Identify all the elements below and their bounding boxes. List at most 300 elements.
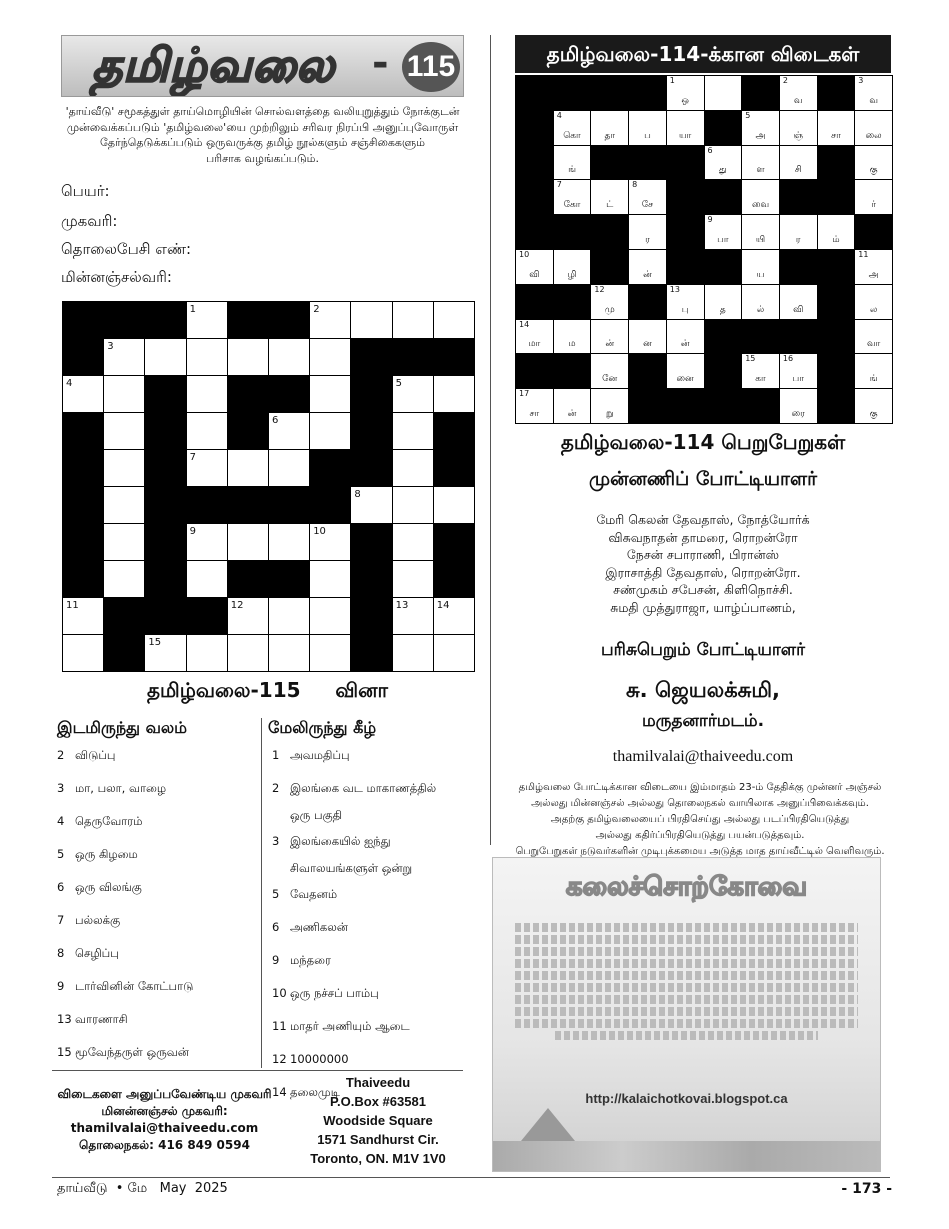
clue-item: [57, 880, 257, 913]
clue-item: [272, 953, 472, 986]
grid-block: [591, 146, 628, 180]
grid-block: [554, 285, 591, 319]
grid-cell[interactable]: [187, 376, 227, 412]
postal-line: Toronto, ON. M1V 1V0: [310, 1151, 446, 1166]
clue-number: 7: [57, 913, 65, 927]
cell-number: 5: [395, 378, 402, 389]
grid-block: [705, 180, 742, 214]
clue-item: [57, 814, 257, 847]
grid-cell: [855, 76, 892, 110]
grid-cell[interactable]: [434, 598, 474, 634]
cell-number: 8: [354, 489, 361, 500]
participant-name: இராசாத்தி தேவதாஸ், ரொறன்ரோ.: [605, 564, 801, 580]
grid-cell: [855, 146, 892, 180]
clue-number: 1: [272, 748, 280, 762]
column-divider: [261, 718, 262, 1068]
grid-cell[interactable]: [434, 376, 474, 412]
grid-block: [780, 180, 817, 214]
participant-name: சண்முகம் சபேசன், கிளிநொச்சி.: [613, 582, 793, 597]
cell-number: 14: [519, 319, 530, 329]
cell-letter: ஒ: [681, 95, 689, 106]
cell-number: 5: [745, 110, 751, 120]
grid-block: [351, 561, 391, 597]
clue-text: இலங்கையில் ஐந்து: [290, 834, 391, 848]
grid-block: [63, 450, 103, 486]
grid-cell: [818, 111, 855, 145]
clue-number: 5: [57, 847, 65, 861]
grid-cell[interactable]: [393, 413, 433, 449]
grid-block: [629, 76, 666, 110]
grid-cell: [667, 76, 704, 110]
cell-letter: ங்: [869, 374, 878, 385]
grid-cell[interactable]: [187, 339, 227, 375]
grid-block: [351, 376, 391, 412]
cell-letter: ட்: [606, 200, 614, 211]
cell-letter: மு: [604, 304, 615, 315]
ad-url-link[interactable]: http://kalaichotkovai.blogspot.ca: [585, 1091, 788, 1106]
cell-letter: பு: [681, 304, 689, 315]
cell-number: 8: [632, 180, 638, 190]
grid-block: [145, 487, 185, 523]
across-heading: இடமிருந்து வலம்: [57, 718, 188, 737]
grid-cell: [855, 354, 892, 388]
grid-cell: [629, 250, 666, 284]
clue-item: [272, 887, 472, 920]
grid-block: [351, 413, 391, 449]
note-line: பெறுபேறுகள் நடுவர்களின் முடிபுக்கமைய அடுத்த மாத தாய்வீட்டில் வெளிவரும்.: [515, 846, 885, 857]
clue-item: [57, 781, 257, 814]
grid-cell[interactable]: [310, 635, 350, 671]
cell-letter: கோ: [563, 200, 581, 211]
grid-cell[interactable]: [63, 635, 103, 671]
grid-block: [818, 180, 855, 214]
clue-text: அவமதிப்பு: [290, 748, 350, 762]
grid-cell: [554, 180, 591, 214]
send-line: மினன்னஞ்சல் முகவரி:: [101, 1104, 228, 1118]
clue-number: 15: [57, 1045, 72, 1059]
grid-block: [705, 320, 742, 354]
cell-number: 6: [707, 145, 713, 155]
intro-line: முன்வைக்கப்படும் 'தமிழ்வலை'யை முற்றிலும் சரிவர நிரப்பி அனுப்புவோருள்: [66, 120, 459, 134]
divider: [52, 1070, 463, 1071]
grid-cell: [742, 285, 779, 319]
clue-item: [272, 808, 472, 835]
grid-cell[interactable]: [393, 376, 433, 412]
clue-text: டார்வினின் கோட்பாடு: [75, 979, 194, 993]
grid-block: [516, 354, 553, 388]
grid-cell: [742, 146, 779, 180]
grid-cell: [591, 320, 628, 354]
grid-cell[interactable]: [187, 635, 227, 671]
cell-number: 11: [66, 600, 79, 611]
grid-cell[interactable]: [434, 302, 474, 338]
crossword-grid-115[interactable]: [62, 301, 475, 672]
grid-block: [63, 413, 103, 449]
grid-block: [434, 413, 474, 449]
grid-cell: [667, 320, 704, 354]
clue-number: 9: [272, 953, 280, 967]
grid-block: [667, 389, 704, 423]
cell-number: 1: [189, 304, 196, 315]
crossword-grid-114-answers: [515, 75, 893, 424]
grid-block: [393, 339, 433, 375]
cell-letter: கா: [755, 374, 766, 385]
ruins-image: [493, 1141, 880, 1171]
grid-cell: [629, 180, 666, 214]
grid-block: [818, 285, 855, 319]
grid-block: [742, 389, 779, 423]
grid-cell: [780, 146, 817, 180]
participant-name: மேரி கெலன் தேவதாஸ், நோத்யோர்க்: [596, 512, 810, 527]
clue-number: 10: [272, 986, 287, 1000]
cell-letter: கு: [869, 408, 878, 419]
grid-block: [228, 302, 268, 338]
leading-participants-heading: முன்னணிப் போட்டியாளர்: [588, 468, 818, 490]
clue-text: ஒரு பகுதி: [290, 807, 343, 822]
grid-cell[interactable]: [269, 598, 309, 634]
cell-number: 12: [230, 600, 244, 611]
grid-cell[interactable]: [228, 450, 268, 486]
grid-block: [228, 561, 268, 597]
clue-item: [57, 847, 257, 880]
grid-block: [629, 389, 666, 423]
clue-item: [57, 913, 257, 946]
postal-line: Woodside Square: [323, 1113, 433, 1128]
grid-cell[interactable]: [104, 524, 144, 560]
grid-cell: [667, 285, 704, 319]
grid-block: [742, 320, 779, 354]
grid-block: [516, 111, 553, 145]
grid-cell[interactable]: [104, 413, 144, 449]
cell-number: 15: [148, 637, 162, 648]
note-line: அல்லது கதிர்ப்பிரதியெடுத்து பயன்படுத்தவும்.: [595, 830, 805, 841]
clue-number: 5: [272, 887, 280, 901]
cell-number: 16: [782, 354, 794, 364]
grid-block: [351, 339, 391, 375]
grid-cell: [705, 76, 742, 110]
grid-cell[interactable]: [310, 598, 350, 634]
grid-cell[interactable]: [269, 450, 309, 486]
grid-block: [855, 215, 892, 249]
clue-text: மாதர் அணியும் ஆடை: [290, 1019, 410, 1033]
cell-letter: யி: [755, 234, 766, 245]
send-fax: தொலைநகல்: 416 849 0594: [79, 1138, 250, 1152]
grid-block: [818, 76, 855, 110]
cell-letter: வ: [869, 95, 878, 106]
prize-winner-place: மருதனார்மடம்.: [641, 711, 765, 731]
cell-number: 4: [66, 378, 73, 389]
cell-number: 13: [395, 600, 409, 611]
clue-text: வாரணாசி: [75, 1012, 128, 1026]
grid-cell: [591, 354, 628, 388]
grid-cell[interactable]: [269, 339, 309, 375]
grid-cell: [516, 389, 553, 423]
clue-text: 10000000: [290, 1052, 349, 1066]
participant-name: நேசன் சபாராணி, பிரான்ஸ்: [626, 547, 780, 562]
clue-item: [57, 979, 257, 1012]
grid-block: [351, 524, 391, 560]
grid-block: [554, 354, 591, 388]
grid-block: [434, 524, 474, 560]
grid-block: [667, 215, 704, 249]
grid-cell[interactable]: [104, 376, 144, 412]
grid-cell[interactable]: [187, 561, 227, 597]
grid-cell[interactable]: [393, 635, 433, 671]
grid-cell: [629, 215, 666, 249]
cell-letter: ழி: [567, 269, 577, 280]
grid-cell[interactable]: [228, 635, 268, 671]
grid-cell[interactable]: [269, 413, 309, 449]
grid-cell[interactable]: [187, 302, 227, 338]
grid-block: [434, 450, 474, 486]
grid-block: [228, 487, 268, 523]
clue-text: இலங்கை வட மாகாணத்தில்: [290, 781, 437, 795]
grid-block: [351, 598, 391, 634]
grid-cell: [705, 146, 742, 180]
grid-cell[interactable]: [393, 487, 433, 523]
grid-cell[interactable]: [63, 376, 103, 412]
cell-letter: ர: [645, 234, 650, 245]
grid-block: [667, 146, 704, 180]
grid-cell: [591, 111, 628, 145]
grid-block: [145, 450, 185, 486]
cell-letter: து: [718, 165, 727, 176]
grid-block: [104, 302, 144, 338]
grid-cell: [780, 354, 817, 388]
grid-cell: [554, 389, 591, 423]
grid-cell: [591, 180, 628, 214]
grid-block: [818, 389, 855, 423]
grid-block: [269, 376, 309, 412]
ad-body-text: [515, 920, 858, 1043]
grid-cell[interactable]: [310, 376, 350, 412]
grid-cell: [554, 146, 591, 180]
grid-cell[interactable]: [310, 302, 350, 338]
grid-cell[interactable]: [393, 524, 433, 560]
cell-number: 9: [189, 526, 196, 537]
grid-block: [187, 598, 227, 634]
cell-number: 2: [782, 76, 788, 85]
cell-letter: பா: [792, 374, 804, 385]
cell-number: 2: [313, 304, 320, 315]
cell-letter: ல்: [756, 304, 765, 315]
grid-cell[interactable]: [434, 487, 474, 523]
down-clue-list: [272, 748, 472, 1118]
grid-cell[interactable]: [393, 561, 433, 597]
grid-cell[interactable]: [104, 339, 144, 375]
grid-cell: [780, 215, 817, 249]
grid-cell: [629, 111, 666, 145]
clue-text: வேதனம்: [290, 887, 338, 901]
grid-cell[interactable]: [269, 635, 309, 671]
ad-title: கலைச்சொற்கோவை: [565, 872, 808, 902]
clue-text: சிவாலயங்களுள் ஒன்று: [290, 860, 413, 875]
grid-block: [554, 215, 591, 249]
grid-block: [591, 76, 628, 110]
cell-letter: கொ: [563, 130, 581, 141]
cell-number: 14: [436, 600, 450, 611]
cell-number: 7: [556, 180, 562, 190]
name-label: பெயர்:: [61, 182, 110, 200]
clue-text: ஒரு விலங்கு: [75, 880, 142, 894]
cell-letter: வ: [793, 95, 803, 106]
grid-block: [818, 320, 855, 354]
cell-letter: ய: [756, 269, 765, 280]
grid-block: [629, 354, 666, 388]
cell-letter: ன்: [680, 339, 690, 350]
cell-letter: ரை: [791, 408, 805, 419]
grid-cell: [855, 250, 892, 284]
postal-address: [298, 1073, 458, 1168]
grid-cell: [591, 285, 628, 319]
grid-cell[interactable]: [310, 413, 350, 449]
cell-letter: ன்: [643, 269, 652, 280]
contest-email-link[interactable]: thamilvalai@thaiveedu.com: [612, 748, 794, 765]
clue-text: தலைமுடி: [290, 1085, 340, 1099]
banner-dash: -: [372, 40, 389, 86]
puzzle-115-title: தமிழ்வலை-115 வினா: [147, 678, 388, 702]
cell-letter: தா: [604, 130, 616, 141]
banner-number: 115: [402, 42, 460, 92]
grid-cell: [554, 320, 591, 354]
grid-cell[interactable]: [351, 487, 391, 523]
grid-cell: [855, 111, 892, 145]
cell-number: 9: [707, 215, 713, 225]
intro-line: தேர்ந்தெடுக்கப்படும் ஒருவருக்கு தமிழ் நூல்களும் சஞ்சிகைகளும்: [100, 136, 425, 149]
grid-cell[interactable]: [434, 635, 474, 671]
grid-block: [667, 180, 704, 214]
grid-block: [818, 354, 855, 388]
grid-cell: [818, 215, 855, 249]
participant-name: சுமதி முத்துராஜா, யாழ்ப்பாணம்,: [610, 599, 796, 615]
advertisement-kalaichotkovai[interactable]: [492, 857, 881, 1172]
grid-block: [310, 450, 350, 486]
grid-cell[interactable]: [393, 450, 433, 486]
grid-cell[interactable]: [104, 561, 144, 597]
grid-block: [310, 487, 350, 523]
contest-notes: [500, 780, 900, 860]
grid-block: [818, 250, 855, 284]
cell-letter: னை: [676, 374, 694, 385]
clue-text: அணிகலன்: [290, 920, 348, 934]
cell-letter: அ: [755, 130, 766, 141]
grid-cell[interactable]: [310, 339, 350, 375]
grid-cell[interactable]: [393, 598, 433, 634]
grid-cell: [554, 250, 591, 284]
clue-item: [57, 748, 257, 781]
grid-cell[interactable]: [228, 598, 268, 634]
cell-letter: பா: [717, 234, 729, 245]
cell-number: 4: [556, 110, 562, 120]
grid-cell: [855, 320, 892, 354]
cell-letter: வா: [866, 339, 881, 350]
grid-block: [63, 339, 103, 375]
grid-cell[interactable]: [228, 524, 268, 560]
participant-name: விசுவநாதன் தாமரை, ரொறன்ரோ: [608, 529, 798, 545]
cell-number: 7: [189, 452, 196, 463]
grid-cell[interactable]: [310, 524, 350, 560]
send-line: விடைகளை அனுப்பவேண்டிய முகவரி: [57, 1087, 272, 1101]
grid-cell[interactable]: [145, 339, 185, 375]
grid-block: [228, 413, 268, 449]
grid-block: [63, 561, 103, 597]
grid-cell: [855, 180, 892, 214]
clue-number: 4: [57, 814, 65, 828]
send-address-block: [57, 1086, 272, 1154]
prize-winner-name: சு. ஜெயலக்சுமி,: [625, 678, 781, 702]
grid-cell[interactable]: [393, 302, 433, 338]
grid-cell[interactable]: [104, 487, 144, 523]
grid-block: [516, 285, 553, 319]
grid-cell: [780, 285, 817, 319]
down-heading: மேலிருந்து கீழ்: [268, 718, 377, 737]
cell-letter: ள: [756, 165, 765, 176]
grid-block: [516, 180, 553, 214]
cell-letter: ல: [869, 304, 878, 315]
grid-cell: [742, 111, 779, 145]
cell-letter: று: [605, 408, 614, 419]
cell-letter: ன்: [605, 339, 615, 350]
clue-text: செழிப்பு: [75, 946, 119, 960]
grid-block: [705, 354, 742, 388]
grid-cell[interactable]: [310, 561, 350, 597]
cell-number: 15: [745, 354, 756, 364]
grid-block: [780, 320, 817, 354]
answers-114-title: தமிழ்வலை-114-க்கான விடைகள்: [515, 35, 891, 73]
clue-text: மூவேந்தருள் ஒருவன்: [75, 1045, 189, 1059]
cell-letter: ங்: [568, 165, 576, 176]
cell-letter: வி: [793, 304, 804, 315]
grid-block: [145, 302, 185, 338]
grid-cell[interactable]: [187, 450, 227, 486]
cell-number: 6: [272, 415, 279, 426]
grid-cell[interactable]: [351, 302, 391, 338]
grid-cell: [742, 180, 779, 214]
grid-cell: [705, 285, 742, 319]
intro-line: 'தாய்வீடு' சமூகத்துள் தாய்மொழியின் சொல்வளத்தை வலியுறுத்தும் நோக்குடன்: [65, 105, 460, 118]
note-line: அதற்கு தமிழ்வலையைப் பிரதிசெய்து அல்லது படப்பிரதியெடுத்து: [550, 814, 850, 825]
clue-item: [57, 946, 257, 979]
grid-cell[interactable]: [187, 413, 227, 449]
grid-cell[interactable]: [187, 524, 227, 560]
intro-text: [61, 104, 464, 166]
grid-cell: [667, 111, 704, 145]
cell-letter: வி: [529, 269, 540, 280]
grid-block: [434, 561, 474, 597]
grid-cell: [554, 111, 591, 145]
grid-cell[interactable]: [269, 524, 309, 560]
cell-letter: த: [719, 304, 726, 315]
grid-cell[interactable]: [145, 635, 185, 671]
cell-number: 3: [107, 341, 114, 352]
grid-cell: [742, 250, 779, 284]
clue-number: 13: [57, 1012, 72, 1026]
cell-letter: வை: [751, 200, 770, 211]
clue-item: [272, 748, 472, 781]
grid-block: [780, 250, 817, 284]
phone-label: தொலைபேசி எண்:: [61, 240, 192, 258]
send-email-link[interactable]: thamilvalai@thaiveedu.com: [70, 1121, 259, 1135]
cell-number: 12: [594, 284, 605, 294]
grid-cell[interactable]: [63, 598, 103, 634]
grid-cell[interactable]: [228, 339, 268, 375]
note-line: அல்லது மின்னஞ்சல் அல்லது தொலைநகல் வாயிலாக அனுப்பிவைக்கவும்.: [531, 798, 869, 809]
clue-item: [272, 1019, 472, 1052]
grid-cell[interactable]: [104, 450, 144, 486]
clue-number: 3: [272, 834, 280, 848]
clue-text: மா, பலா, வாழை: [75, 781, 167, 795]
grid-block: [63, 302, 103, 338]
